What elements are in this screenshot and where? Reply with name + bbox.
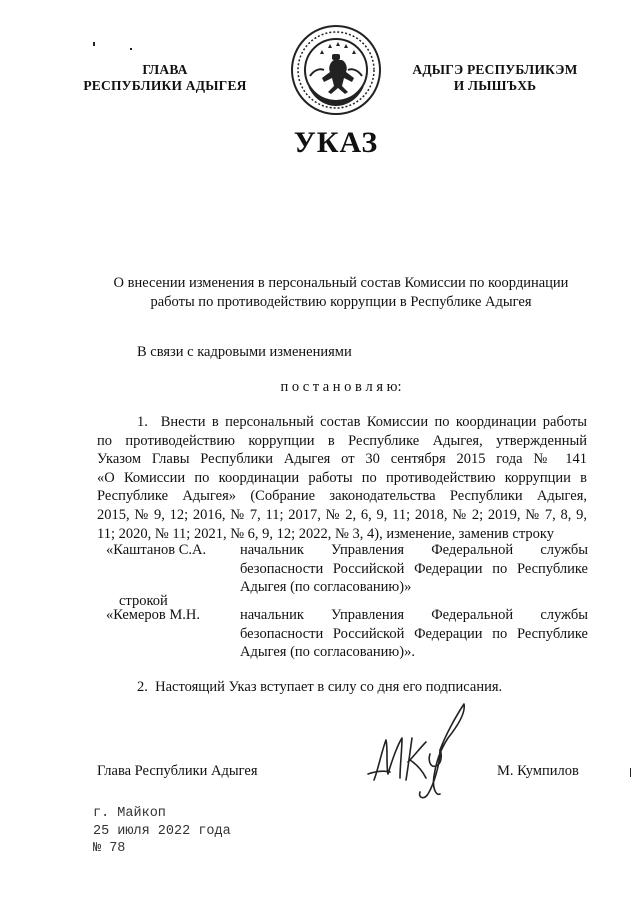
footer-date: 25 июля 2022 года bbox=[93, 824, 231, 839]
item2-number: 2. bbox=[137, 679, 148, 695]
handwritten-signature bbox=[360, 700, 480, 810]
item1-line: Внести в персональный состав Комиссии по координации работы bbox=[160, 414, 588, 430]
item1-line: Республике Адыгея» (Собрание законодательства Республики Адыгея, bbox=[97, 488, 587, 505]
header-left-line2: РЕСПУБЛИКИ АДЫГЕЯ bbox=[83, 78, 247, 93]
item1-line: Указом Главы Республики Адыгея от 30 сентября 2015 года № 141 bbox=[97, 451, 587, 468]
new-member-position bbox=[240, 606, 588, 662]
with-word: строкой bbox=[119, 593, 168, 609]
scan-mark bbox=[130, 48, 132, 50]
header-left-line1: ГЛАВА bbox=[142, 62, 188, 77]
item1-last-line: 11; 2020, № 11; 2021, № 6, 9, 12; 2022, № 3, 4), изменение, заменив строку bbox=[97, 525, 554, 542]
old-member-name: «Каштанов С.А. bbox=[106, 542, 207, 558]
header-right-line1: АДЫГЭ РЕСПУБЛИКЭМ bbox=[412, 62, 578, 77]
footer-number: № 78 bbox=[93, 841, 126, 856]
item2-text: Настоящий Указ вступает в силу со дня его подписания. bbox=[155, 679, 503, 695]
subject-line2: работы по противодействию коррупции в Республике Адыгея bbox=[150, 293, 532, 310]
document-title: УКАЗ bbox=[293, 126, 379, 159]
old-member-position bbox=[240, 541, 588, 597]
item1 bbox=[97, 413, 587, 543]
scan-mark bbox=[630, 768, 631, 777]
decree-word: п о с т а н о в л я ю: bbox=[280, 379, 402, 395]
preamble: В связи с кадровыми изменениями bbox=[137, 344, 352, 360]
scan-mark bbox=[93, 42, 95, 46]
signatory-position: Глава Республики Адыгея bbox=[97, 763, 258, 779]
signatory-name: М. Кумпилов bbox=[497, 763, 579, 779]
coat-of-arms-icon bbox=[290, 24, 382, 116]
old-position-line3: Адыгея (по согласованию)» bbox=[240, 579, 412, 596]
document-subject bbox=[96, 274, 586, 311]
new-member-name: «Кемеров М.Н. bbox=[106, 607, 201, 623]
subject-line1: О внесении изменения в персональный состав Комиссии по координации bbox=[113, 275, 569, 291]
item1-line: «О Комиссии по координации работы по противодействию коррупции в bbox=[97, 469, 587, 486]
item1-line: по противодействию коррупции в Республике Адыгея, утвержденный bbox=[97, 432, 587, 449]
header-left bbox=[60, 62, 270, 94]
new-position-line1: начальник Управления Федеральной службы bbox=[240, 607, 588, 623]
old-position-line1: начальник Управления Федеральной службы bbox=[240, 542, 588, 558]
item2 bbox=[137, 678, 502, 697]
footer-city: г. Майкоп bbox=[93, 806, 166, 821]
new-position-line3: Адыгея (по согласованию)». bbox=[240, 644, 415, 661]
old-position-line2: безопасности Российской Федерации по Республике bbox=[240, 560, 588, 577]
header-right-line2: И ЛЫШЪХЬ bbox=[453, 78, 537, 93]
item1-first-line bbox=[97, 413, 587, 432]
header-right bbox=[390, 62, 600, 94]
item1-line: 2015, № 9, 12; 2016, № 7, 11; 2017, № 2, 6, 9, 11; 2018, № 2; 2019, № 7, 8, 9, bbox=[97, 506, 587, 523]
new-position-line2: безопасности Российской Федерации по Республике bbox=[240, 625, 588, 642]
item1-number: 1. bbox=[137, 414, 148, 430]
